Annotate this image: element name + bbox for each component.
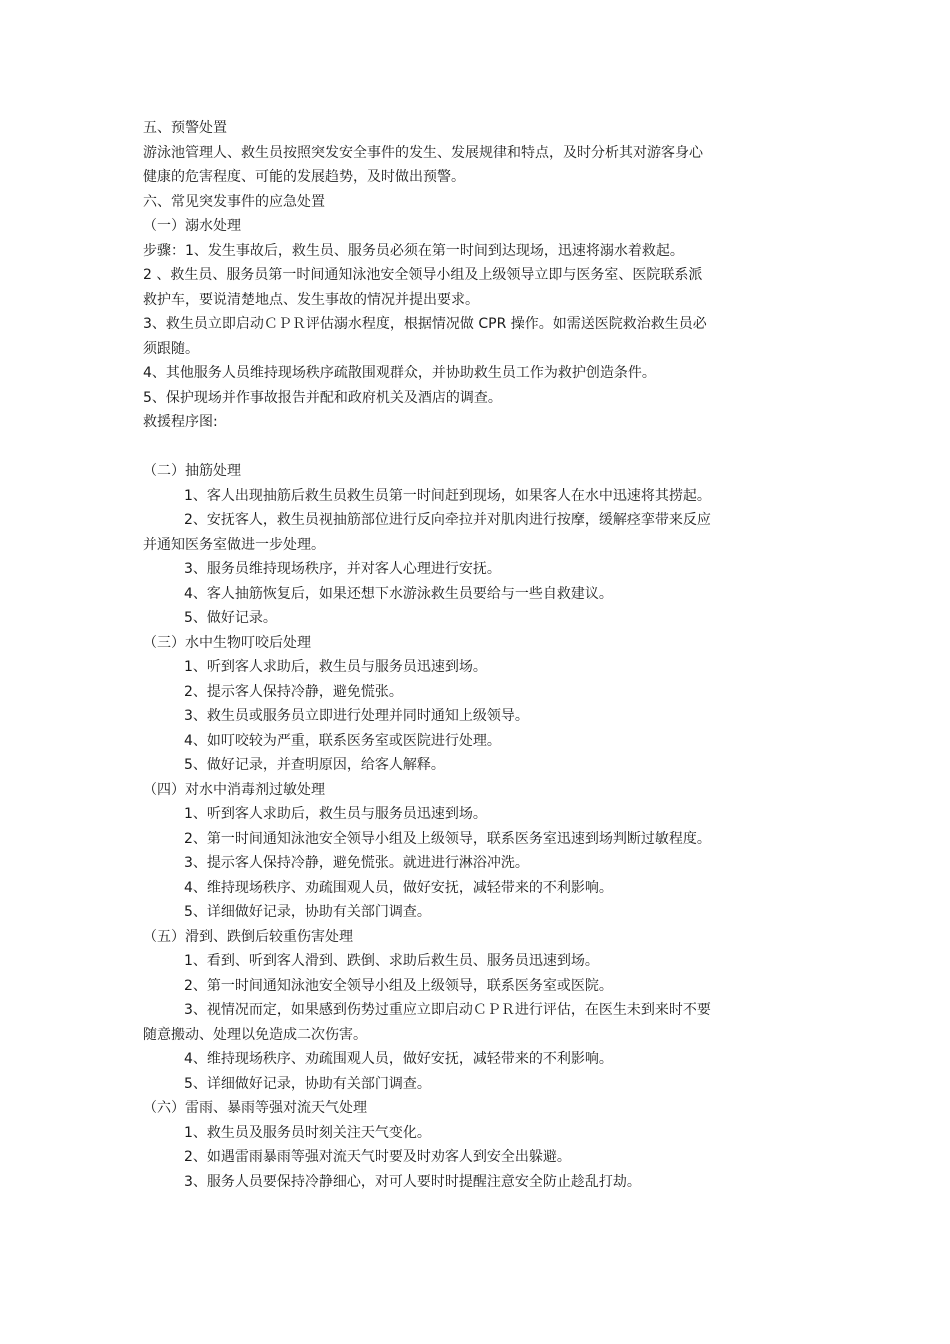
paragraph-line: 并通知医务室做进一步处理。 <box>143 536 325 553</box>
subsection-heading: （一）溺水处理 <box>143 218 241 234</box>
paragraph-line: 5、保护现场并作事故报告并配和政府机关及酒店的调查。 <box>143 389 502 406</box>
list-item: 2、安抚客人，救生员视抽筋部位进行反向牵拉并对肌肉进行按摩，缓解痉挛带来反应 <box>184 512 711 528</box>
list-item: 4、维持现场秩序、劝疏围观人员，做好安抚，减轻带来的不利影响。 <box>184 879 613 896</box>
paragraph-line: 2 、救生员、服务员第一时间通知泳池安全领导小组及上级领导立即与医务室、医院联系派 <box>143 267 703 283</box>
paragraph-line: 随意搬动、处理以免造成二次伤害。 <box>143 1026 367 1043</box>
blank-space <box>143 435 811 460</box>
paragraph-line: 救护车，要说清楚地点、发生事故的情况并提出要求。 <box>143 291 479 308</box>
document-body <box>143 116 811 1194</box>
paragraph-line: 须跟随。 <box>143 340 199 357</box>
subsection-heading: （二）抽筋处理 <box>143 463 241 479</box>
paragraph-line: 3、救生员立即启动ＣＰＲ评估溺水程度，根据情况做 CPR 操作。如需送医院救治救生员必 <box>143 316 707 332</box>
list-item: 1、看到、听到客人滑到、跌倒、求助后救生员、服务员迅速到场。 <box>184 953 599 969</box>
paragraph-line: 游泳池管理人、救生员按照突发安全事件的发生、发展规律和特点，及时分析其对游客身心 <box>143 144 703 161</box>
list-item: 3、视情况而定，如果感到伤势过重应立即启动ＣＰＲ进行评估，在医生未到来时不要 <box>184 1002 711 1018</box>
paragraph-line: 救援程序图: <box>143 414 218 430</box>
list-item: 5、详细做好记录，协助有关部门调查。 <box>184 1075 431 1092</box>
list-item: 1、听到客人求助后，救生员与服务员迅速到场。 <box>184 806 487 822</box>
paragraph-line: 步骤：1、发生事故后，救生员、服务员必须在第一时间到达现场，迅速将溺水着救起。 <box>143 242 684 259</box>
list-item: 2、第一时间通知泳池安全领导小组及上级领导，联系医务室迅速到场判断过敏程度。 <box>184 830 711 847</box>
list-item: 4、客人抽筋恢复后，如果还想下水游泳救生员要给与一些自救建议。 <box>184 585 613 602</box>
list-item: 2、第一时间通知泳池安全领导小组及上级领导，联系医务室或医院。 <box>184 977 613 994</box>
list-item: 3、提示客人保持冷静，避免慌张。就进进行淋浴冲洗。 <box>184 855 529 871</box>
list-item: 1、听到客人求助后，救生员与服务员迅速到场。 <box>184 659 487 675</box>
list-item: 2、提示客人保持冷静，避免慌张。 <box>184 683 403 700</box>
list-item: 4、维持现场秩序、劝疏围观人员，做好安抚，减轻带来的不利影响。 <box>184 1051 613 1067</box>
subsection-heading: （四）对水中消毒剂过敏处理 <box>143 781 325 798</box>
subsection-heading: （六）雷雨、暴雨等强对流天气处理 <box>143 1100 367 1116</box>
list-item: 4、如叮咬较为严重，联系医务室或医院进行处理。 <box>184 732 501 749</box>
list-item: 1、救生员及服务员时刻关注天气变化。 <box>184 1124 431 1141</box>
list-item: 2、如遇雷雨暴雨等强对流天气时要及时劝客人到安全出躲避。 <box>184 1149 571 1165</box>
subsection-heading: （五）滑到、跌倒后较重伤害处理 <box>143 928 353 945</box>
subsection-heading: （三）水中生物叮咬后处理 <box>143 634 311 651</box>
paragraph-line: 健康的危害程度、可能的发展趋势，及时做出预警。 <box>143 169 465 185</box>
list-item: 3、服务员维持现场秩序，并对客人心理进行安抚。 <box>184 561 501 577</box>
list-item: 5、做好记录，并查明原因，给客人解释。 <box>184 757 445 773</box>
list-item: 1、客人出现抽筋后救生员救生员第一时间赶到现场，如果客人在水中迅速将其捞起。 <box>184 487 711 504</box>
list-item: 3、救生员或服务员立即进行处理并同时通知上级领导。 <box>184 708 529 724</box>
paragraph-line: 4、其他服务人员维持现场秩序疏散围观群众，并协助救生员工作为救护创造条件。 <box>143 365 656 381</box>
section-heading: 五、预警处置 <box>143 120 227 136</box>
list-item: 5、做好记录。 <box>184 610 277 626</box>
list-item: 5、详细做好记录，协助有关部门调查。 <box>184 904 431 920</box>
list-item: 3、服务人员要保持冷静细心，对可人要时时提醒注意安全防止趁乱打劫。 <box>184 1173 641 1190</box>
section-heading: 六、常见突发事件的应急处置 <box>143 193 325 210</box>
